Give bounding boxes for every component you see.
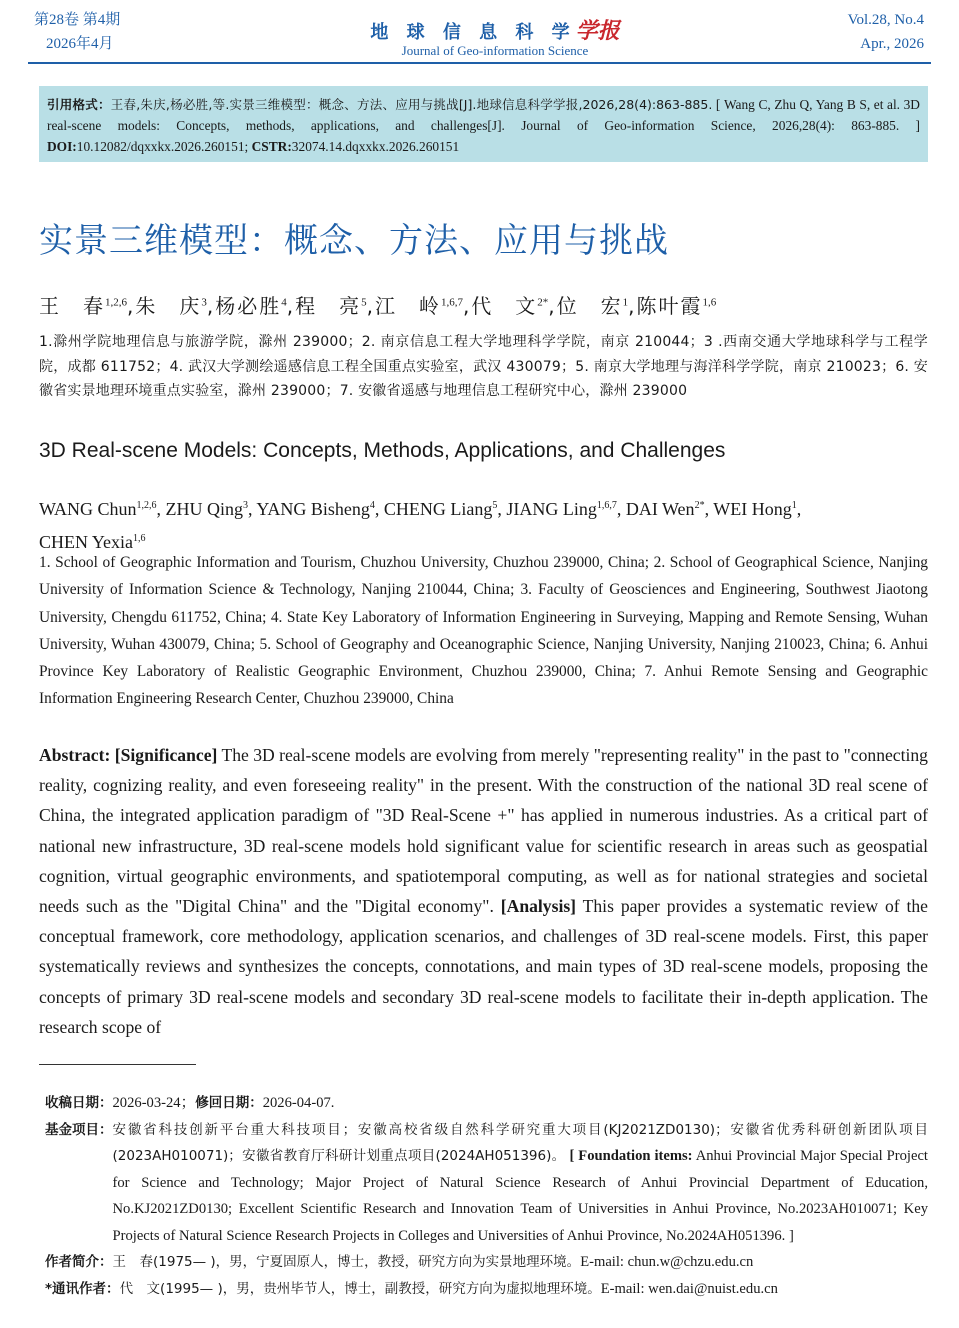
journal-header: [0, 4, 959, 62]
revised-date: 2026-04-07.: [262, 1095, 335, 1111]
author-sup: 1,2,6: [105, 296, 127, 309]
journal-seal-logo: 学报: [575, 18, 620, 44]
author-sup: 4: [369, 500, 375, 511]
received-label: 收稿日期：: [45, 1095, 113, 1111]
funding-en: Anhui Provincial Major Special Project for Science and Technology; Major Project of Natural Science Research of Anhui Provincial Department of Education, No.KJ2021ZD0130; Excellent Scientific Research and Innovation Team of Universities in Anhui Province, No.2023AH010071; Key Projects of Natural Science Research Projects in Colleges and Universities of Anhui Province, No.2024AH051396. ]: [112, 1148, 928, 1244]
funding-label: 基金项目：: [45, 1121, 113, 1138]
author-cn: 程 亮: [295, 294, 362, 318]
citation-text-cn: 王春,朱庆,杨必胜,等.实景三维模型：概念、方法、应用与挑战[J].地球信息科学学报,2026,28(4):863-885.: [110, 97, 713, 112]
citation-box: [39, 86, 928, 162]
author-en: DAI Wen: [625, 499, 695, 519]
author-sup: 1,6,7: [596, 500, 617, 511]
author-sup: 3: [243, 500, 248, 511]
abstract-label: Abstract:: [39, 745, 111, 765]
abstract: [39, 740, 928, 1042]
author-en: ZHU Qing: [165, 499, 243, 519]
volume-cn: 第28卷 第4期: [34, 12, 121, 28]
significance-label: [Significance]: [114, 745, 218, 765]
author-sup: 1,6,7: [440, 296, 463, 309]
cstr-label: CSTR:: [251, 139, 292, 154]
author-bio-text: 王 春(1975— )，男，宁夏固原人，博士，教授，研究方向为实景地理环境。: [112, 1254, 581, 1270]
journal-masthead: [360, 14, 630, 59]
author-sup: 5: [361, 296, 367, 309]
affiliations-en: 1. School of Geographic Information and Tourism, Chuzhou University, Chuzhou 239000, China; 2. School of Geographical Science, Nanjing University of Information Science & Technology, Nanjing 210044, China; 3. Faculty of Geosciences and Engineering, Southwest Jiaotong University, Chengdu 611752, China; 4. State Key Laboratory of Information Engineering in Surveying, Mapping and Remote Sensing, Wuhan University, Wuhan 430079, China; 5. School of Geography and Oceanographic Science, Nanjing University, Nanjing 210023, China; 6. Anhui Province Key Laboratory of Realistic Geographic Environment, Chuzhou 239000, China; 7. Anhui Remote Sensing and Geographic Information Engineering Research Center, Chuzhou 239000, China: [39, 554, 928, 708]
revised-label: 修回日期：: [195, 1095, 263, 1111]
analysis-text: This paper provides a systematic review of the conceptual framework, core methodology, application scenarios, and challenges of 3D real-scene models. First, this paper systematically reviews and synthesizes the concepts, connotations, and main types of 3D real-scene models, proposing the concepts of primary 3D real-scene models and secondary 3D real-scene models to facilitate their in-depth application. The research scope of: [39, 896, 928, 1037]
foundation-label: [ Foundation items:: [569, 1148, 693, 1164]
corresponding-email[interactable]: E-mail: wen.dai@nuist.edu.cn: [600, 1280, 778, 1297]
analysis-label: [Analysis]: [500, 896, 577, 917]
article-title-cn: 实景三维模型：概念、方法、应用与挑战: [39, 221, 669, 261]
header-left: [34, 8, 120, 56]
author-bio-row: [45, 1249, 928, 1276]
author-en: CHEN Yexia: [39, 532, 134, 552]
author-cn: 杨必胜: [215, 294, 282, 318]
author-en: JIANG Ling: [506, 499, 597, 519]
author-sup: 1,6: [133, 533, 146, 544]
author-sup: 2*: [537, 296, 549, 309]
article-title-en: 3D Real-scene Models: Concepts, Methods, Applications, and Challenges: [39, 439, 726, 462]
affiliations-cn: 1.滁州学院地理信息与旅游学院，滁州 239000；2. 南京信息工程大学地理科学学院，南京 210044；3 .西南交通大学地球科学与工程学院，成都 611752；4. 武汉大学测绘遥感信息工程全国重点实验室，武汉 430079；5. 南京大学地理与海洋科学学院，南京 210023；6. 安徽省实景地理环境重点实验室，滁州 239000；7. 安徽省遥感与地理信息工程研究中心，滁州 239000: [39, 334, 928, 399]
author-email[interactable]: E-mail: chun.w@chzu.edu.cn: [580, 1254, 754, 1270]
volume-en: Vol.28, No.4: [847, 12, 924, 28]
author-cn: 江 岭: [374, 294, 441, 318]
author-sup: 1,2,6: [136, 500, 157, 511]
author-bio-label: 作者简介：: [45, 1254, 113, 1270]
header-rule: [28, 62, 931, 64]
author-cn: 位 宏: [556, 294, 623, 318]
author-en: CHENG Liang: [383, 499, 493, 519]
cstr-link[interactable]: 32074.14.dqxxkx.2026.260151: [291, 139, 460, 154]
dates-row: [45, 1090, 928, 1117]
doi-label: DOI:: [47, 139, 77, 154]
author-cn: 王 春: [39, 294, 105, 318]
significance-text: The 3D real-scene models are evolving from merely "representing reality" in the past to "connecting reality, cognizing reality, and even foreseeing reality" in the present. With the construction of the national 3D real scene of China, the integrated application paradigm of "3D Real-Scene +" has applied in numerous industries. As a critical part of national new infrastructure, 3D real-scene models hold significant value for scientific research in areas such as geospatial cognition, virtual geographic environments, and spatiotemporal computing, as well as for national strategies and societal needs such as the "Digital China" and the "Digital economy".: [39, 745, 928, 917]
funding-body: [113, 1117, 929, 1250]
header-right: [848, 8, 924, 56]
author-sup: 3: [201, 296, 207, 309]
author-en: WEI Hong: [713, 499, 792, 519]
authors-en: WANG Chun$^{1,2,6}$, ZHU Qing$^3$, YANG Bisheng$^4$, CHENG Liang$^5$, JIANG Ling$^{1,6,7}$, DAI Wen$^{2*}$, WEI Hong$^1$, CHEN Yexia$^{1,6}$: [39, 499, 802, 552]
citation-label: 引用格式：: [47, 97, 111, 112]
received-date: 2026-03-24；: [112, 1095, 196, 1111]
author-sup: 4: [281, 296, 287, 309]
footnotes: [45, 1090, 928, 1302]
date-en: Apr., 2026: [860, 36, 924, 52]
funding-cn: 安徽省科技创新平台重大科技项目；安徽高校省级自然科学研究重大项目(KJ2021ZD0130)；安徽省优秀科研创新团队项目(2023AH010071)；安徽省教育厅科研计划重点项目(2024AH051396)。: [112, 1121, 928, 1164]
author-sup: 1: [622, 296, 629, 309]
corresponding-label: *通讯作者：: [45, 1280, 120, 1297]
author-sup: 2*: [694, 500, 705, 511]
journal-name-cn: 地 球 信 息 科 学: [370, 22, 576, 43]
author-cn: 朱 庆: [135, 294, 202, 318]
corresponding-text: 代 文(1995— )，男，贵州毕节人，博士，副教授，研究方向为虚拟地理环境。: [119, 1280, 601, 1297]
author-cn: 代 文: [471, 294, 538, 318]
doi-link[interactable]: 10.12082/dqxxkx.2026.260151;: [76, 139, 249, 154]
citation-text-en: [ Wang C, Zhu Q, Yang B S, et al. 3D real-scene models: Concepts, methods, applications, and challenges[J]. Journal of Geo-information Science, 2026,28(4): 863-885. ]: [47, 97, 920, 133]
authors-cn: 王 春$^{1,2,6}$,朱 庆$^3$,杨必胜$^4$,程 亮$^5$,江 岭$^{1,6,7}$,代 文$^{2*}$,位 宏$^1$,陈叶霞$^{1,6}$: [39, 294, 717, 318]
author-sup: 5: [492, 500, 498, 511]
funding-row: [45, 1117, 928, 1250]
footnote-rule: [39, 1064, 196, 1065]
journal-name-en: Journal of Geo-information Science: [401, 43, 589, 58]
author-sup: 1,6: [702, 296, 717, 309]
author-cn: 陈叶霞: [636, 294, 703, 318]
corresponding-row: [45, 1276, 928, 1303]
date-cn: 2026年4月: [46, 36, 114, 52]
author-en: YANG Bisheng: [256, 499, 370, 519]
author-sup: 1: [791, 500, 797, 511]
author-en: WANG Chun: [39, 499, 137, 519]
